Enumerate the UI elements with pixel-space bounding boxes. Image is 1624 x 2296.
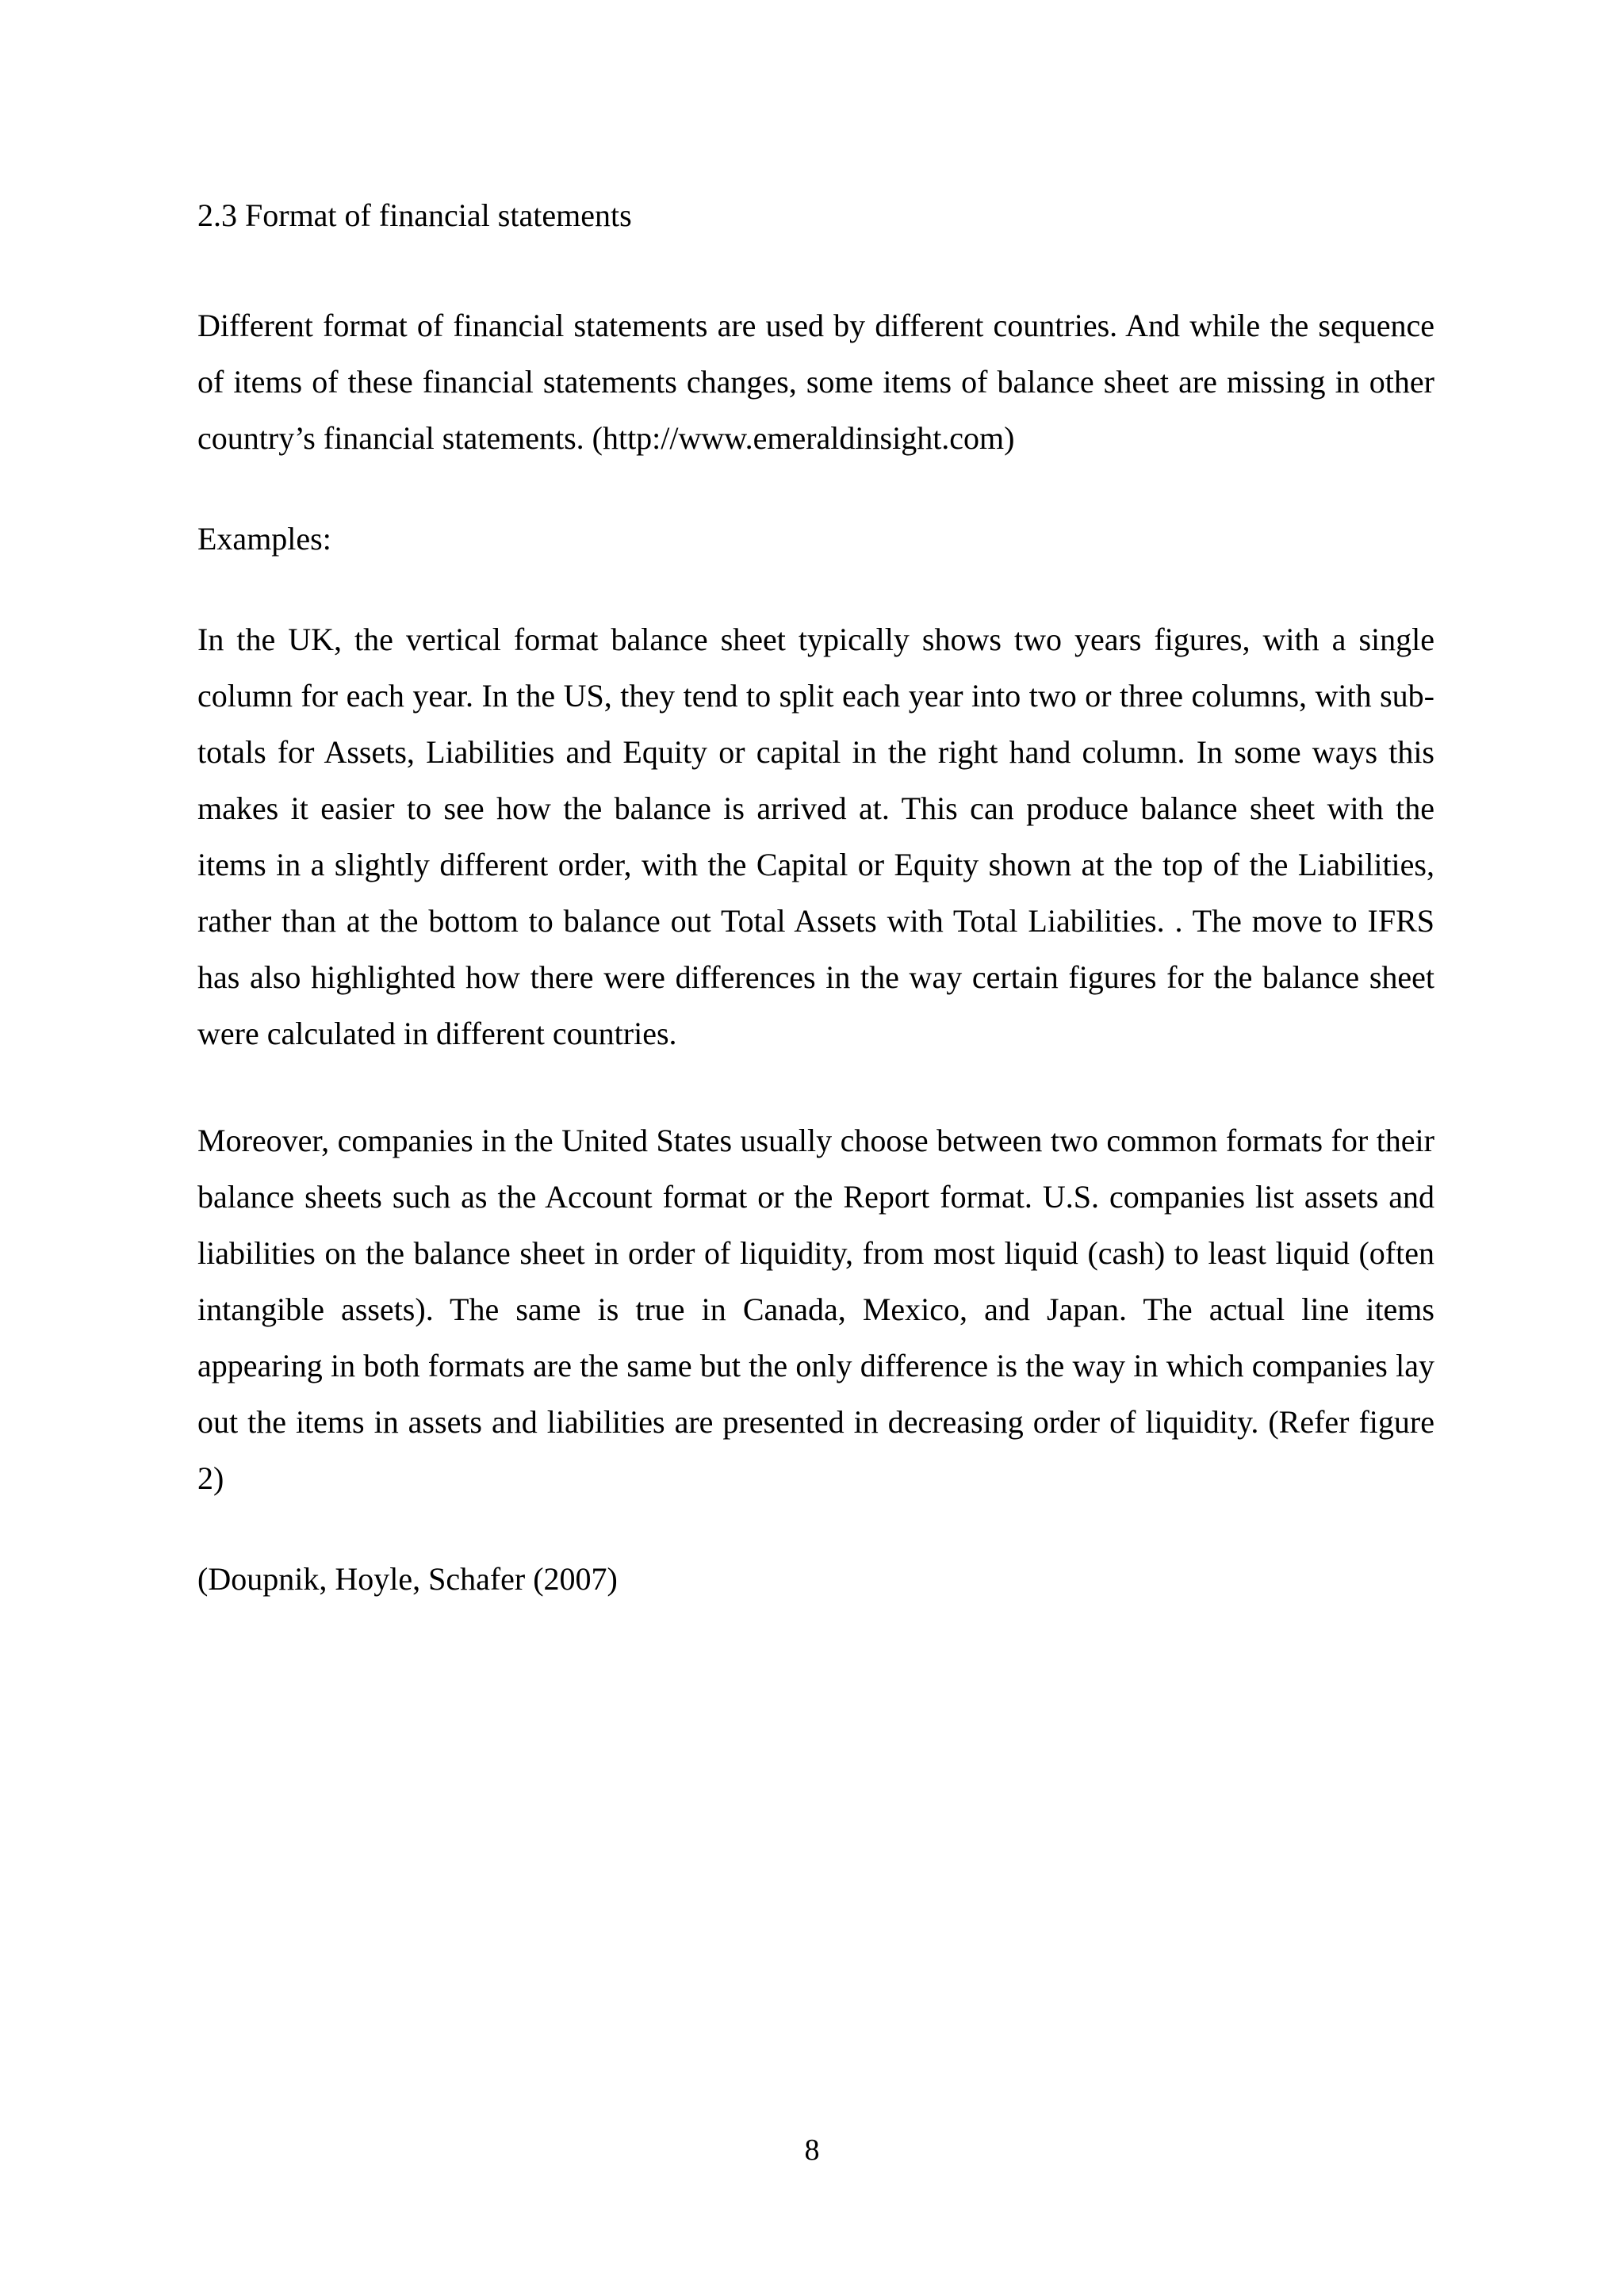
page-content bbox=[197, 197, 1434, 1607]
reference-citation: (Doupnik, Hoyle, Schafer (2007) bbox=[197, 1561, 618, 1597]
section-heading: 2.3 Format of financial statements bbox=[197, 197, 632, 233]
uk-us-paragraph: In the UK, the vertical format balance sheet typically shows two years figures, with a single column for each year. In the US, they tend to split each year into two or three columns, with sub-totals for Assets, Liabilities and Equity or capital in the right hand column. In some ways this makes it easier to see how the balance is arrived at. This can produce balance sheet with the items in a slightly different order, with the Capital or Equity shown at the top of the Liabilities, rather than at the bottom to balance out Total Assets with Total Liabilities. . The move to IFRS has also highlighted how there were differences in the way certain figures for the balance sheet were calculated in different countries. bbox=[197, 622, 1434, 1051]
intro-paragraph: Different format of financial statements are used by different countries. And while the sequence of items of these financial statements changes, some items of balance sheet are missing in other country’s financial statements. (http://www.emeraldinsight.com) bbox=[197, 308, 1434, 456]
moreover-paragraph: Moreover, companies in the United States usually choose between two common formats for their balance sheets such as the Account format or the Report format. U.S. companies list assets and liabilities on the balance sheet in order of liquidity, from most liquid (cash) to least liquid (often intangible assets). The same is true in Canada, Mexico, and Japan. The actual line items appearing in both formats are the same but the only difference is the way in which companies lay out the items in assets and liabilities are presented in decreasing order of liquidity. (Refer figure 2) bbox=[197, 1123, 1434, 1496]
page-number: 8 bbox=[804, 2133, 820, 2167]
examples-label: Examples: bbox=[197, 521, 331, 557]
